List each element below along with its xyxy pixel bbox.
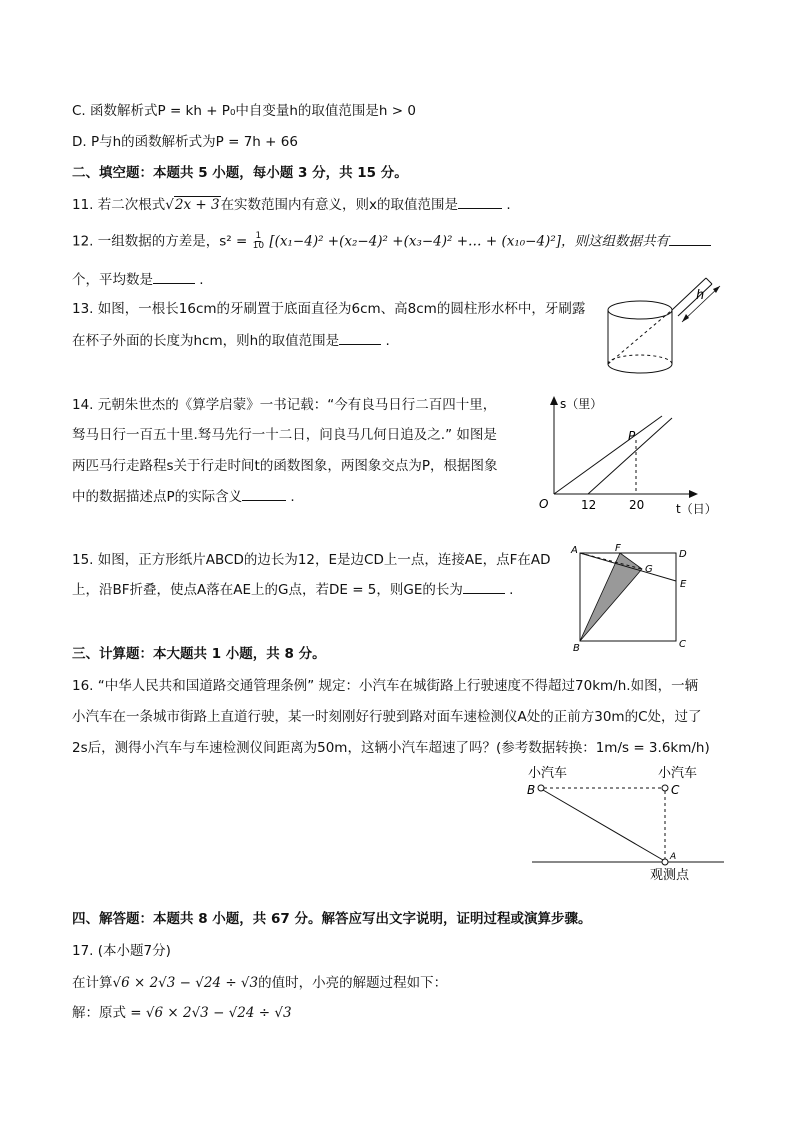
q12-mean-blank[interactable] bbox=[153, 271, 195, 284]
q12-fraction: $\frac{1}{10}$ bbox=[252, 231, 265, 251]
question-14-line4: 中的数据描述点P的实际含义 . bbox=[72, 489, 295, 505]
q11-radicand: 2x + 3 bbox=[174, 197, 220, 213]
question-14-line1: 14. 元朝朱世杰的《算学启蒙》一书记载：“今有良马日行二百四十里， bbox=[72, 397, 497, 413]
y-axis-label: s（里） bbox=[560, 397, 603, 411]
cup-top-ellipse bbox=[608, 301, 672, 319]
toothbrush-end bbox=[706, 278, 712, 284]
square-figure bbox=[568, 543, 698, 653]
speed-figure bbox=[528, 760, 728, 885]
q14-answer-blank[interactable] bbox=[242, 488, 286, 501]
question-13-line2: 在杯子外面的长度为hcm，则h的取值范围是 . bbox=[72, 333, 390, 349]
q17-line1-pre: 在计算 bbox=[72, 975, 113, 991]
car-label-left: 小汽车 bbox=[528, 766, 568, 781]
toothbrush-inside bbox=[608, 310, 672, 364]
question-12-line2: 个，平均数是 . bbox=[72, 272, 204, 288]
section-2-heading: 二、填空题：本题共 5 小题，每小题 3 分，共 15 分。 bbox=[72, 165, 408, 181]
question-14-line3: 两匹马行走路程s关于行走时间t的函数图象，两图象交点为P，根据图象 bbox=[72, 458, 498, 474]
slow-horse-line bbox=[554, 416, 662, 494]
x-axis-arrow bbox=[689, 490, 698, 498]
question-16-line2: 小汽车在一条城市街路上直道行驶，某一时刻刚好行驶到路对面车速检测仪A处的正前方30m的C处，过了 bbox=[72, 709, 702, 725]
observer-label: 观测点 bbox=[650, 868, 690, 883]
q11-answer-blank[interactable] bbox=[458, 196, 502, 209]
q15-answer-blank[interactable] bbox=[463, 581, 505, 594]
section-3-heading: 三、计算题：本大题共 1 小题，共 8 分。 bbox=[72, 646, 326, 662]
question-16-line1: 16. “中华人民共和国道路交通管理条例” 规定：小汽车在城街路上行驶速度不得超过70km/h.如图，一辆 bbox=[72, 678, 699, 694]
x-axis-label: t（日） bbox=[676, 502, 717, 516]
label-a: A bbox=[571, 545, 578, 556]
option-c: C. 函数解析式P = kh + P₀中自变量h的取值范围是h > 0 bbox=[72, 103, 416, 119]
tick-12: 12 bbox=[581, 498, 597, 512]
q14-chart bbox=[530, 392, 730, 520]
option-d: D. P与h的函数解析式为P = 7h + 66 bbox=[72, 134, 298, 150]
q11-post: 在实数范围内有意义，则x的取值范围是 bbox=[220, 197, 459, 213]
label-b-point: B bbox=[527, 783, 536, 797]
q17-line1-post: 的值时，小亮的解题过程如下： bbox=[258, 975, 448, 991]
dim-arrow-low bbox=[682, 314, 689, 322]
label-e: E bbox=[680, 579, 687, 590]
question-13-line1: 13. 如图，一根长16cm的牙刷置于底面直径为6cm、高8cm的圆柱形水杯中，牙刷露 bbox=[72, 301, 586, 317]
label-h: h bbox=[696, 288, 705, 303]
label-b: B bbox=[573, 643, 580, 654]
label-c: C bbox=[679, 639, 686, 650]
tick-20: 20 bbox=[629, 498, 645, 512]
label-a-point: A bbox=[670, 852, 677, 862]
q13-line2-text: 在杯子外面的长度为hcm，则h的取值范围是 bbox=[72, 333, 340, 349]
question-17-line2 bbox=[72, 1004, 292, 1022]
label-c-point: C bbox=[671, 783, 680, 797]
question-16-line3: 2s后，测得小汽车与车速检测仪间距离为50m，这辆小汽车超速了吗？(参考数据转换：1m/s = 3.6km/h) bbox=[72, 740, 710, 756]
q11-pre: 11. 若二次根式 bbox=[72, 197, 166, 213]
q17-line2-expr: √6 × 2√3 − √24 ÷ √3 bbox=[145, 1005, 292, 1021]
q17-line2-pre: 解：原式 = bbox=[72, 1005, 142, 1021]
q12-line2-text: 个，平均数是 bbox=[72, 272, 153, 288]
cup-bottom-front bbox=[608, 364, 672, 373]
q17-line1-expr: √6 × 2√3 − √24 ÷ √3 bbox=[112, 975, 259, 991]
car-label-right: 小汽车 bbox=[658, 766, 698, 781]
question-14-line2: 驽马日行一百五十里.驽马先行一十二日，问良马几何日追及之.” 如图是 bbox=[72, 427, 497, 443]
question-11: 11. 若二次根式√2x + 3在实数范围内有意义，则x的取值范围是 . bbox=[72, 197, 511, 213]
section-4-heading: 四、解答题：本题共 8 小题，共 67 分。解答应写出文字说明，证明过程或演算步骤。 bbox=[72, 911, 592, 927]
origin-label: O bbox=[539, 497, 549, 511]
cup-figure bbox=[600, 262, 730, 387]
question-15-line2: 上，沿BF折叠，使点A落在AE上的G点，若DE = 5，则GE的长为 . bbox=[72, 582, 514, 598]
point-c bbox=[662, 785, 668, 791]
q12-pre: 12. 一组数据的方差是，s² = bbox=[72, 233, 248, 250]
q12-count-blank[interactable] bbox=[669, 233, 711, 246]
y-axis-arrow bbox=[550, 396, 558, 405]
question-17-line1 bbox=[72, 974, 447, 992]
point-p-label: P bbox=[628, 429, 636, 443]
question-12 bbox=[72, 232, 711, 251]
q14-line4-text: 中的数据描述点P的实际含义 bbox=[72, 489, 243, 505]
label-g: G bbox=[645, 564, 653, 575]
q13-answer-blank[interactable] bbox=[339, 332, 381, 345]
line-ba bbox=[543, 790, 663, 860]
q12-expression: [(x₁−4)² +(x₂−4)² +(x₃−4)² +… + (x₁₀−4)²]，则这组数据共有 bbox=[269, 233, 669, 250]
label-d: D bbox=[679, 549, 687, 560]
question-15-line1: 15. 如图，正方形纸片ABCD的边长为12，E是边CD上一点，连接AE，点F在AD bbox=[72, 552, 551, 568]
question-17-title: 17. (本小题7分) bbox=[72, 943, 171, 959]
label-f: F bbox=[615, 543, 621, 554]
q15-line2-text: 上，沿BF折叠，使点A落在AE上的G点，若DE = 5，则GE的长为 bbox=[72, 582, 463, 598]
point-a bbox=[662, 859, 668, 865]
